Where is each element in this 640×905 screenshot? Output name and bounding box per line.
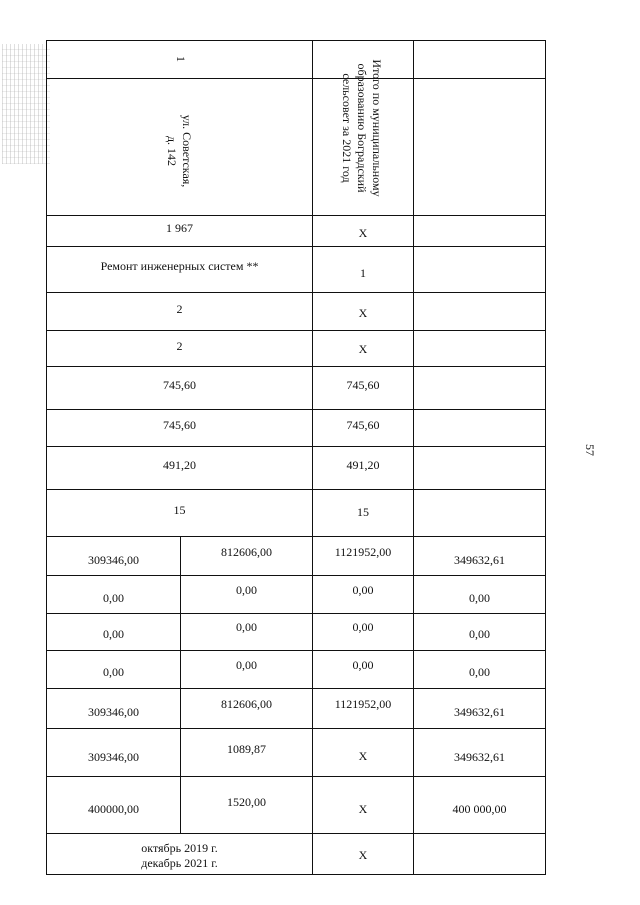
f4-b: 0,00 bbox=[236, 657, 257, 672]
address-house: д. 142 bbox=[165, 135, 179, 167]
address-cell bbox=[159, 71, 199, 231]
f3-d: 0,00 bbox=[469, 626, 490, 641]
year-total: X bbox=[358, 225, 368, 240]
row5-mid: 745,60 bbox=[346, 377, 380, 392]
row4-left: 2 bbox=[176, 338, 183, 353]
row5-left: 745,60 bbox=[163, 377, 196, 392]
f5-c: 1121952,00 bbox=[334, 696, 392, 711]
scan-artifact bbox=[2, 44, 50, 164]
year-built: 1 967 bbox=[166, 220, 193, 235]
f7-d: 400 000,00 bbox=[452, 801, 507, 816]
dates-mid: X bbox=[358, 847, 368, 862]
row7-mid: 491,20 bbox=[346, 457, 380, 472]
address-street: ул. Советская, bbox=[180, 114, 194, 188]
f6-b: 1089,87 bbox=[227, 741, 266, 756]
column-number: 1 bbox=[174, 56, 189, 62]
f4-a: 0,00 bbox=[103, 664, 124, 679]
f1-d: 349632,61 bbox=[454, 552, 505, 567]
f1-c: 1121952,00 bbox=[334, 544, 392, 559]
work-period bbox=[47, 838, 312, 874]
work-count: 1 bbox=[360, 265, 366, 280]
f3-c: 0,00 bbox=[352, 619, 374, 634]
f3-a: 0,00 bbox=[103, 626, 124, 641]
f1-a: 309346,00 bbox=[88, 552, 139, 567]
f7-b: 1520,00 bbox=[227, 794, 266, 809]
row6-left: 745,60 bbox=[163, 417, 196, 432]
f3-b: 0,00 bbox=[236, 619, 257, 634]
f5-d: 349632,61 bbox=[454, 704, 505, 719]
f4-c: 0,00 bbox=[352, 657, 374, 672]
f7-a: 400000,00 bbox=[88, 801, 139, 816]
f2-b: 0,00 bbox=[236, 582, 257, 597]
row8-mid: 15 bbox=[357, 504, 369, 519]
total-header: Итого по муниципальному образованию Боградский сельсовет за 2021 год bbox=[340, 59, 385, 197]
page-number: 57 bbox=[583, 444, 598, 456]
work-type: Ремонт инженерных систем ** bbox=[100, 258, 259, 273]
f2-c: 0,00 bbox=[352, 582, 374, 597]
row6-mid: 745,60 bbox=[346, 417, 380, 432]
f1-b: 812606,00 bbox=[221, 544, 272, 559]
row3-left: 2 bbox=[176, 301, 183, 316]
row4-mid: X bbox=[358, 341, 368, 356]
f5-a: 309346,00 bbox=[88, 704, 139, 719]
row3-mid: X bbox=[358, 305, 368, 320]
period-end: декабрь 2021 г. bbox=[141, 856, 218, 870]
f6-d: 349632,61 bbox=[454, 749, 505, 764]
f7-c: X bbox=[358, 801, 368, 816]
row8-left: 15 bbox=[173, 502, 186, 517]
f5-b: 812606,00 bbox=[221, 696, 272, 711]
row7-left: 491,20 bbox=[163, 457, 196, 472]
f2-d: 0,00 bbox=[469, 590, 490, 605]
period-start: октябрь 2019 г. bbox=[141, 841, 218, 855]
f6-c: X bbox=[358, 748, 368, 763]
f2-a: 0,00 bbox=[103, 590, 124, 605]
f6-a: 309346,00 bbox=[88, 749, 139, 764]
f4-d: 0,00 bbox=[469, 664, 490, 679]
